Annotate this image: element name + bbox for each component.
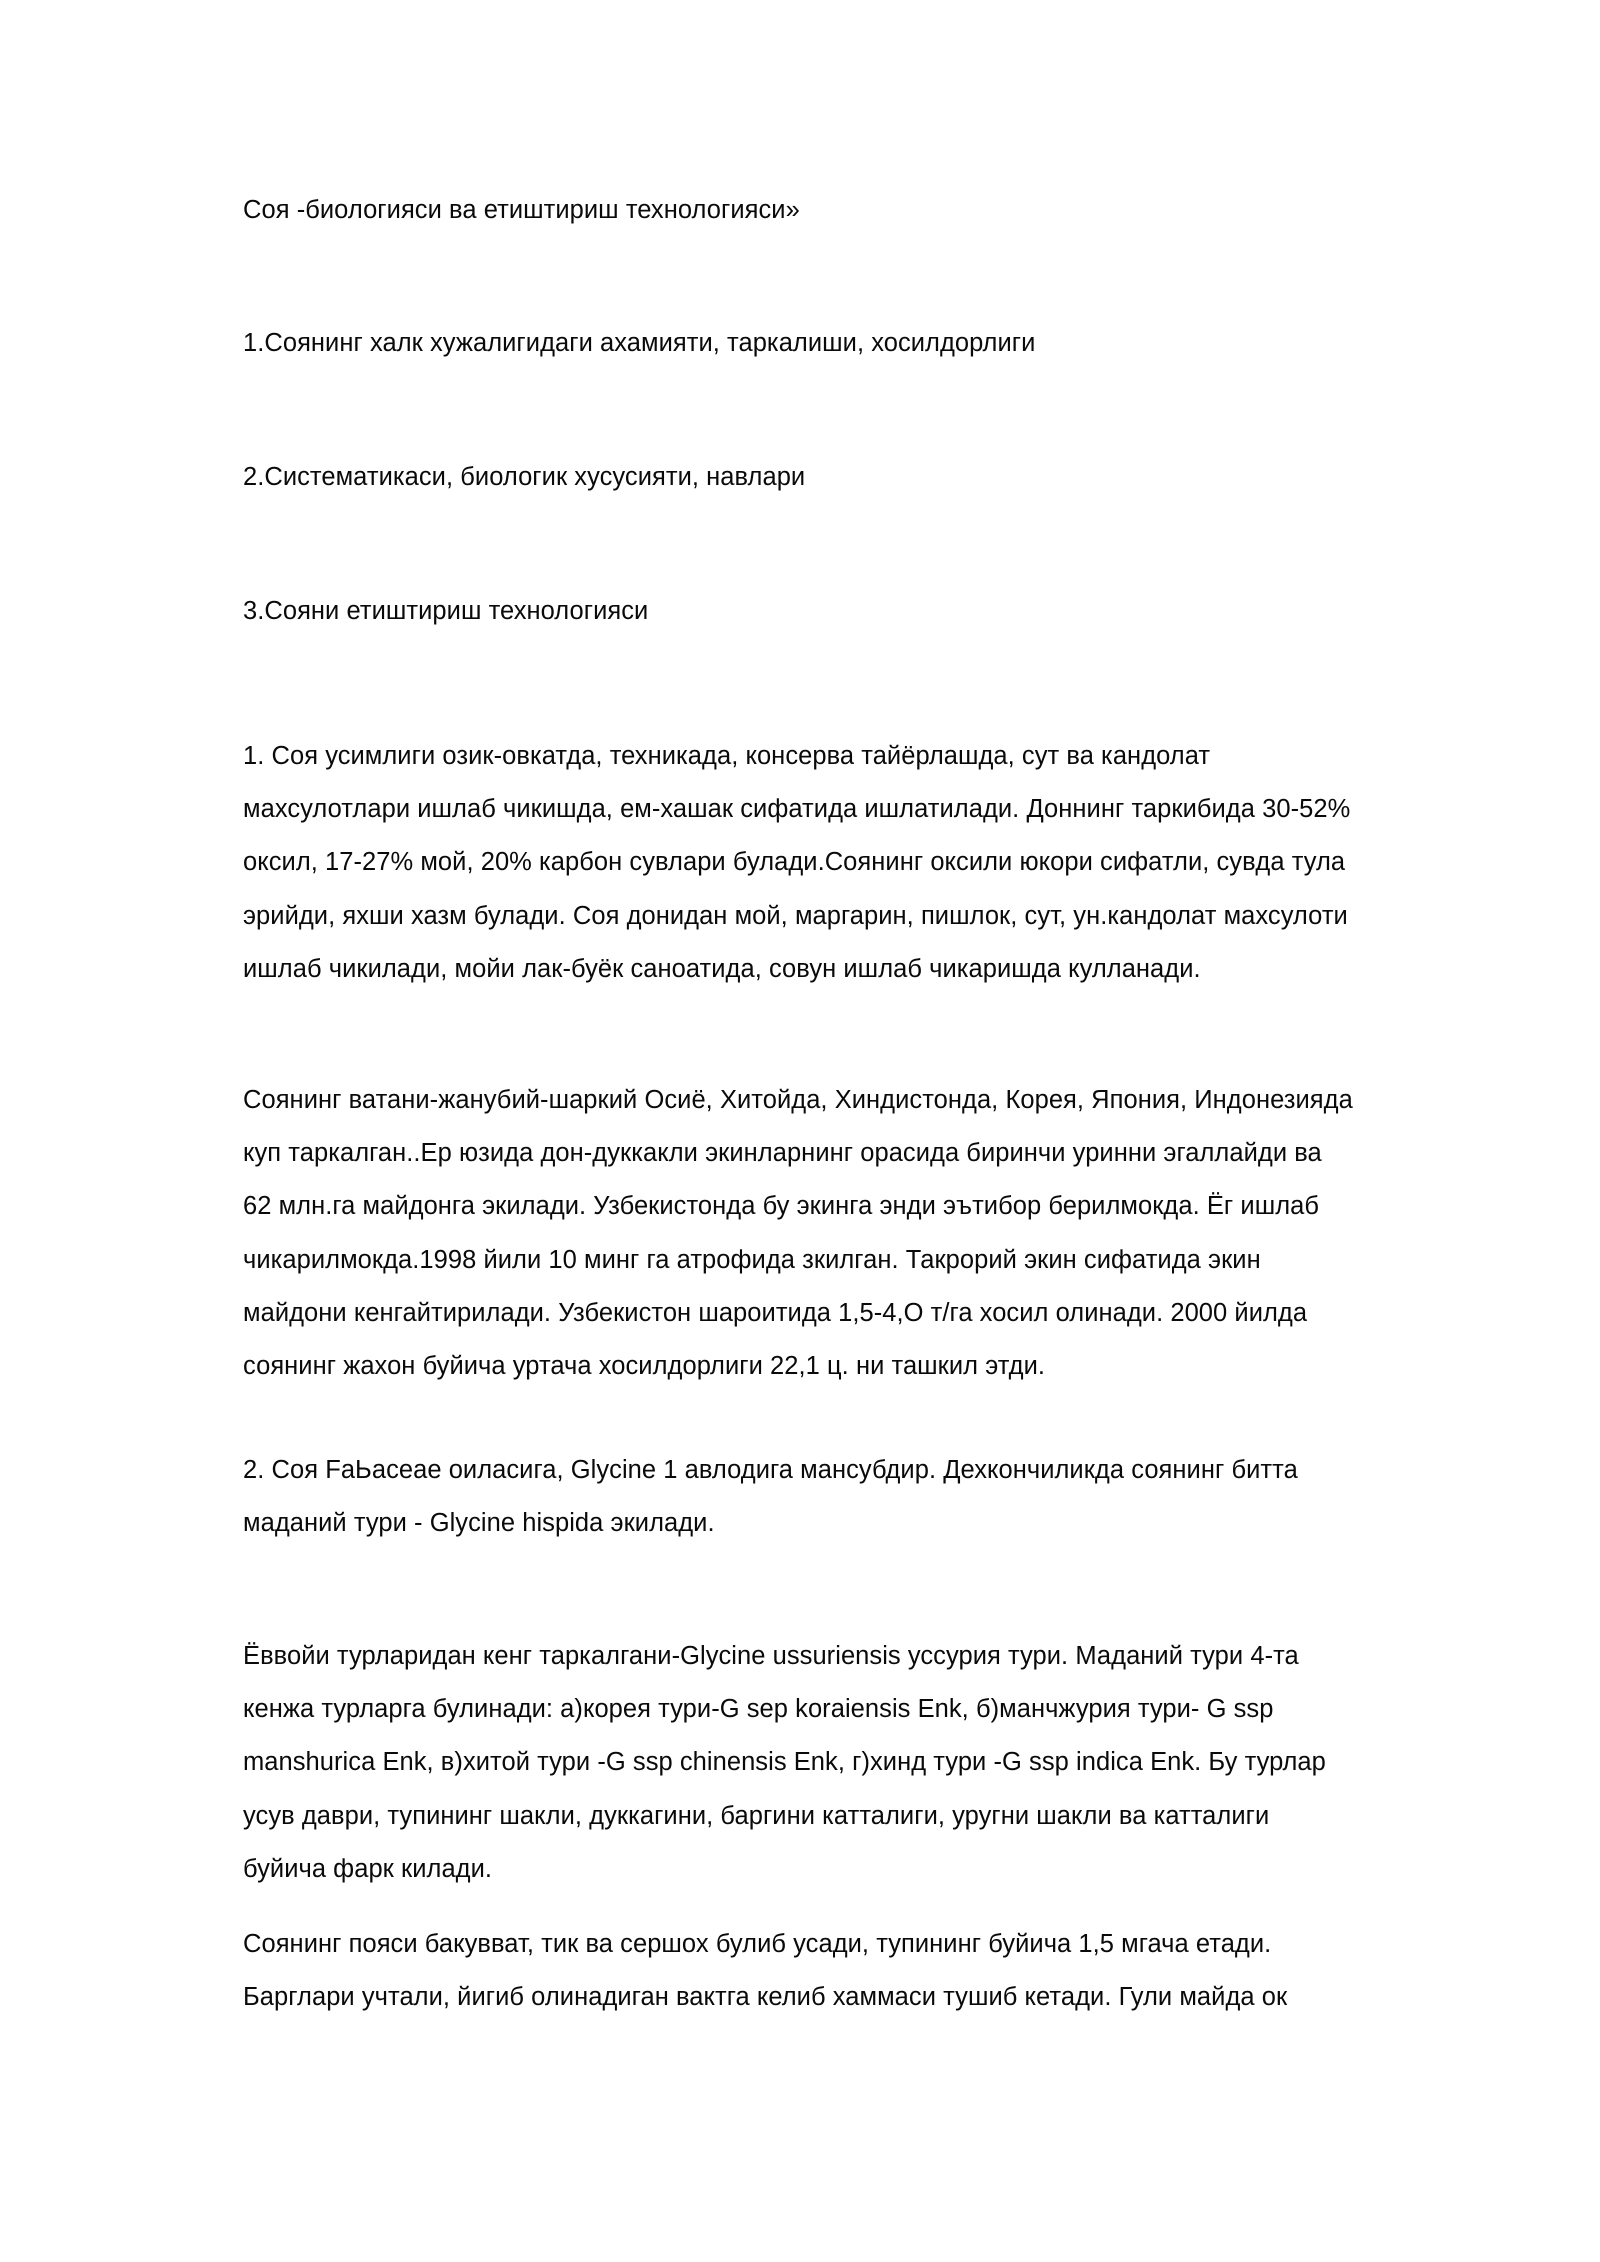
- body-paragraph-1: 1. Соя усимлиги озик-овкатда, техникада, консерва тайёрлашда, сут ва кандолат махсулотлари ишлаб чикишда, ем-хашак сифатида ишлатилади. Доннинг таркибида 30-52% оксил, 17-27% мой, 20% карбон сувлари булади.Соянинг оксили юкори сифатли, сувда тула эрийди, яхши хазм булади. Соя донидан мой, маргарин, пишлок, сут, ун.кандолат махсулоти ишлаб чикилади, мойи лак-буёк саноатида, совун ишлаб чикаришда кулланади.: [243, 742, 1351, 983]
- body-paragraph-3: 2. Соя FaЬaceae оиласига, Glycine 1 авлодига мансубдир. Дехкончиликда соянинг битта маданий тури - Glycine hispida экилади.: [243, 1456, 1298, 1538]
- document-title: Соя -биологияси ва етиштириш технологияси»: [243, 196, 800, 224]
- contents-item-1: 1.Соянинг халк хужалигидаги ахамияти, таркалиши, хосилдорлиги: [243, 329, 1036, 357]
- body-paragraph-2: Соянинг ватани-жанубий-шаркий Осиё, Хитойда, Хиндистонда, Корея, Япония, Индонезияда куп таркалган..Ер юзида дон-дуккакли экинларнинг орасида биринчи уринни эгаллайди ва 62 млн.га майдонга экилади. Узбекистонда бу экинга энди эътибор берилмокда. Ёг ишлаб чикарилмокда.1998 йили 10 минг га атрофида зкилган. Такрорий экин сифатида экин майдони кенгайтирилади. Узбекистон шароитида 1,5-4,О т/га хосил олинади. 2000 йилда соянинг жахон буйича уртача хосилдорлиги 22,1 ц. ни ташкил этди.: [243, 1086, 1353, 1381]
- body-paragraph-5: Соянинг пояси бакувват, тик ва сершох булиб усади, тупининг буйича 1,5 мгача етади. Барглари учтали, йигиб олинадиган вактга келиб хаммаси тушиб кетади. Гули майда ок: [243, 1930, 1288, 2012]
- body-paragraph-4: Ёввойи турларидан кенг таркалгани-Glycine ussuriensis уссурия тури. Маданий тури 4-та кенжа турларга булинади: а)корея тури-G sep koraiensis Enk, б)манчжурия тури- G ssp manshurica Enk, в)хитой тури -G ssp chinensis Enk, г)хинд тури -G ssp indica Enk. Бу турлар усув даври, тупининг шакли, дуккагини, баргини катталиги, уругни шакли ва катталиги буйича фарк килади.: [243, 1642, 1326, 1883]
- contents-item-2: 2.Систематикаси, биологик хусусияти, навлари: [243, 463, 806, 491]
- contents-item-3: 3.Сояни етиштириш технологияси: [243, 597, 649, 625]
